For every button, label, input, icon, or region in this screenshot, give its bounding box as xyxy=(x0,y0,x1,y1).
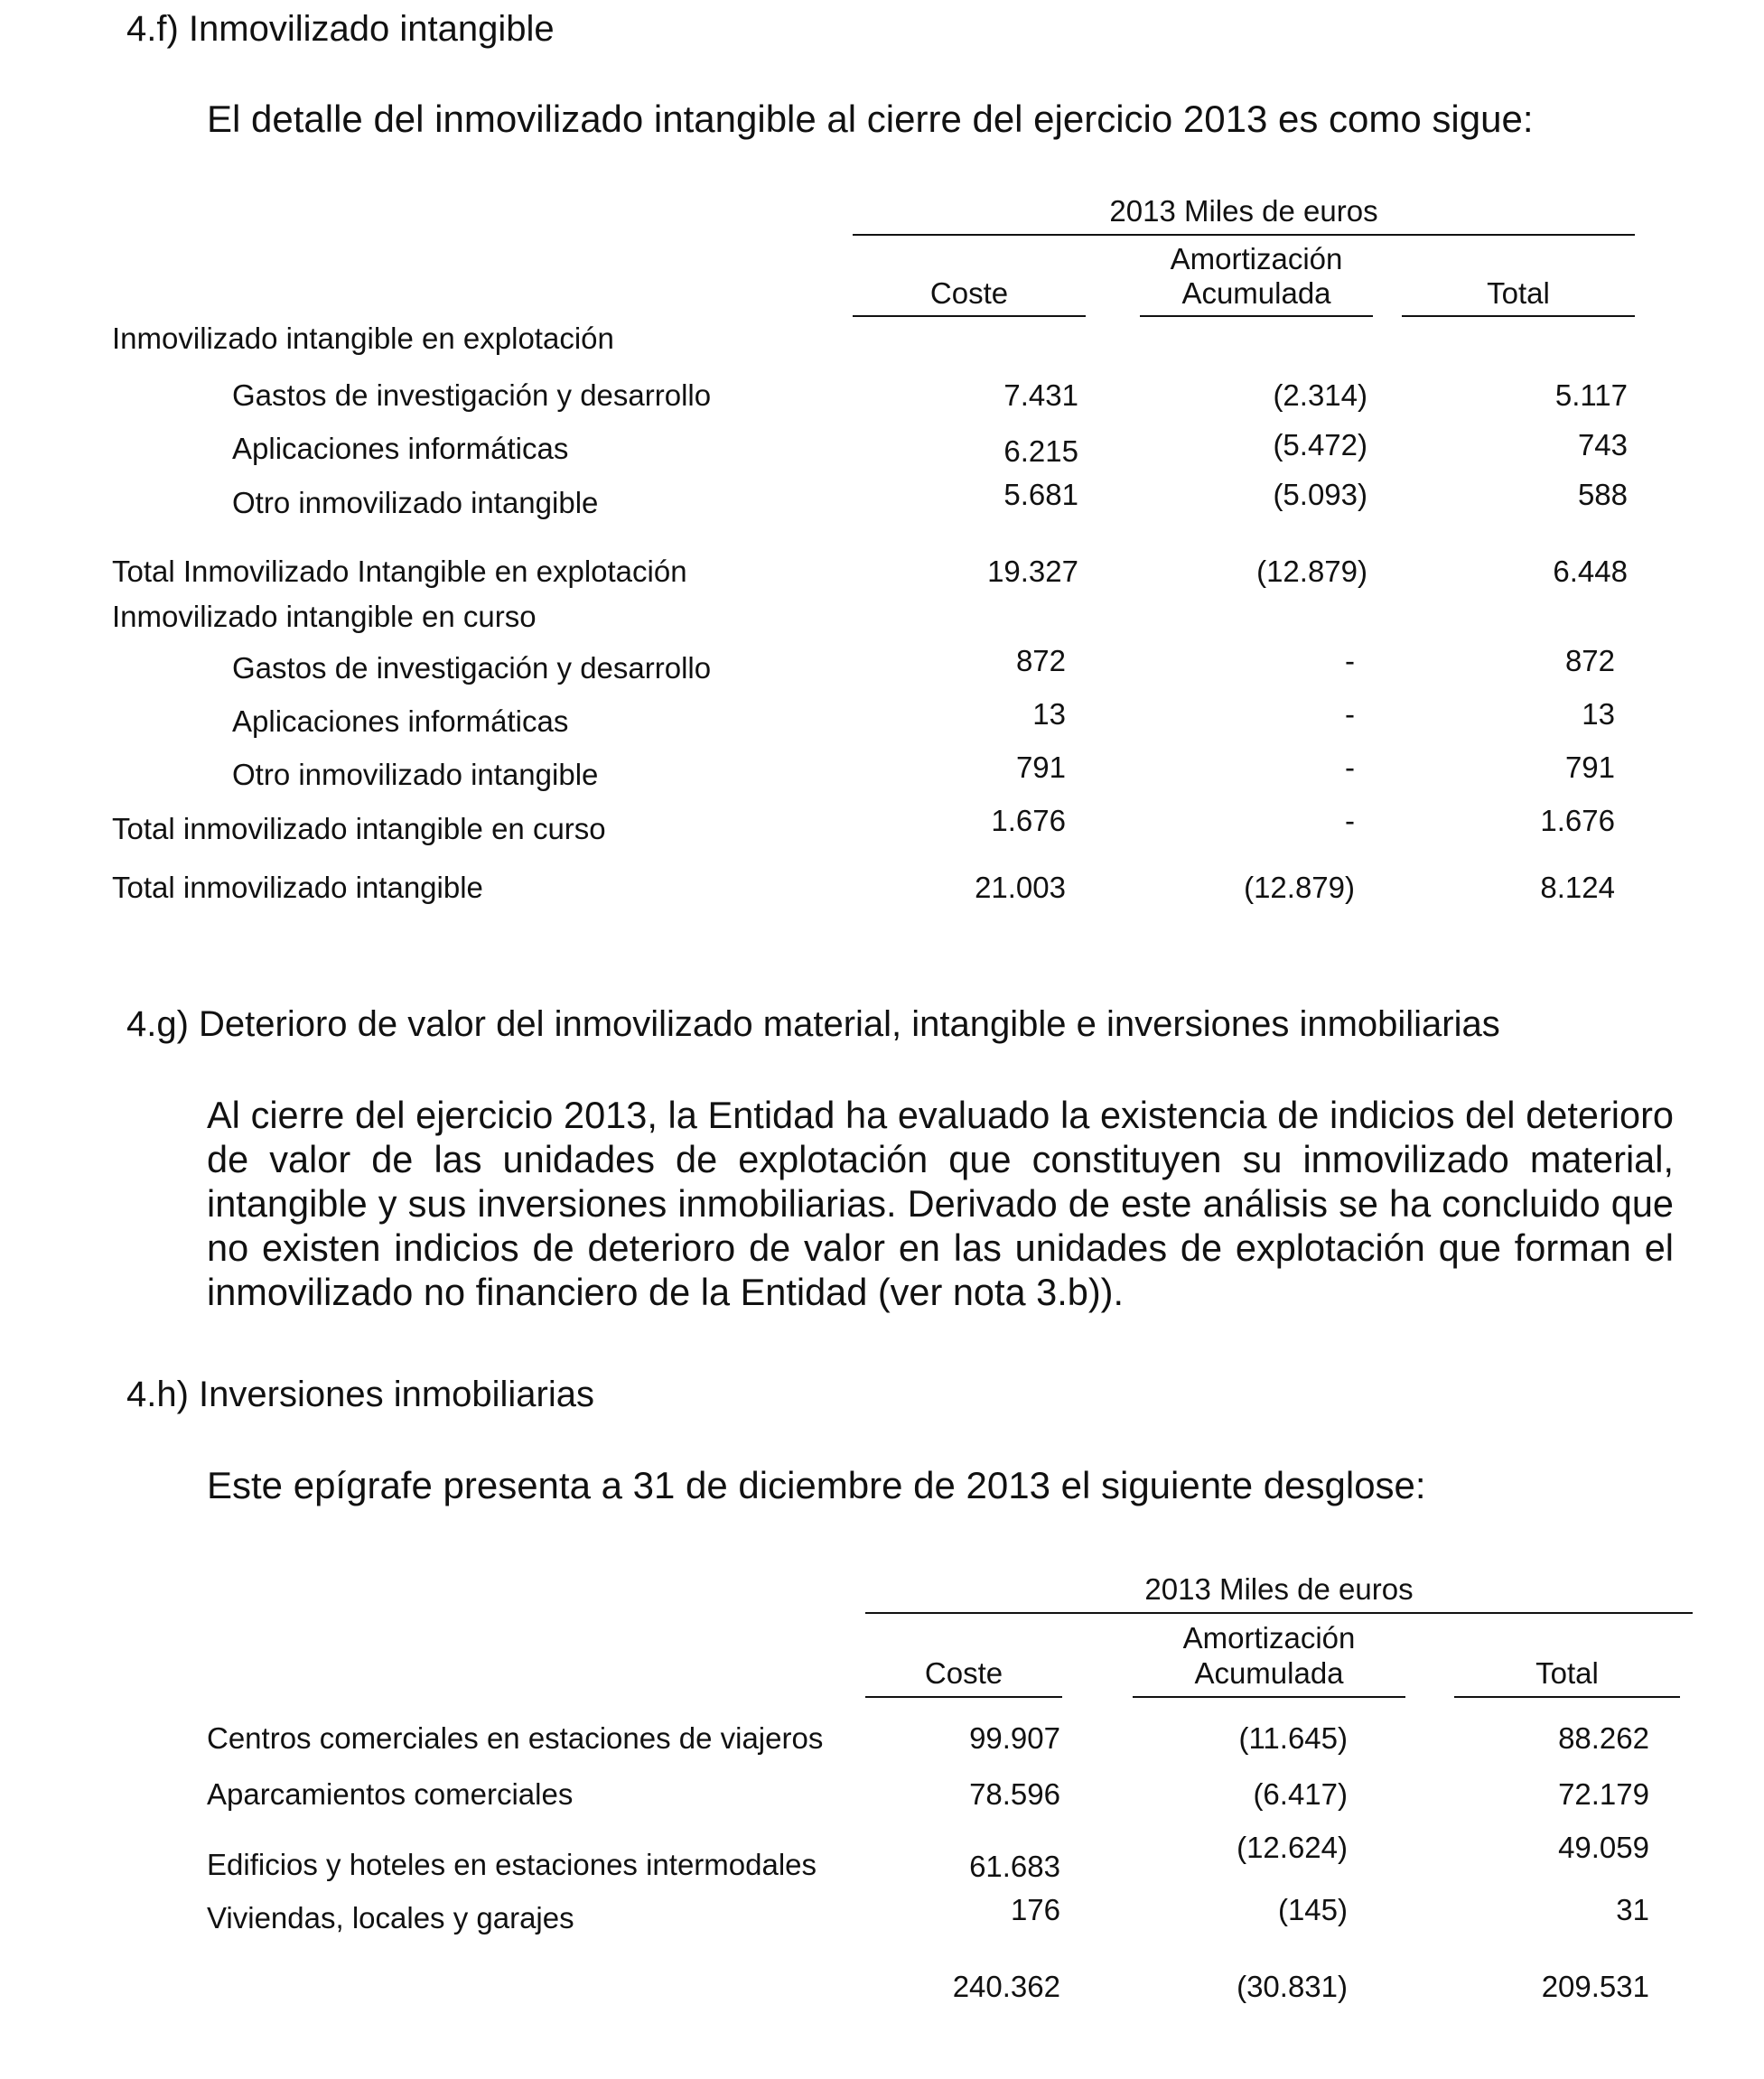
table-group-rule xyxy=(865,1612,1693,1614)
column-header-coste: Coste xyxy=(929,276,1009,310)
table-cell-total: 791 xyxy=(1564,750,1615,784)
column-header-amortizacion: Amortización xyxy=(1170,242,1343,275)
table-cell-total: 872 xyxy=(1564,644,1615,677)
column-header-total: Total xyxy=(1535,1656,1599,1690)
table-cell-amortizacion: - xyxy=(1345,697,1355,731)
table-row-label: Aplicaciones informáticas xyxy=(232,704,569,738)
table-cell-coste: 176 xyxy=(1010,1893,1060,1926)
table-cell-coste: 1.676 xyxy=(991,804,1066,837)
table-cell-total: 743 xyxy=(1577,428,1628,461)
table-row-label: Total Inmovilizado Intangible en explotación xyxy=(112,555,687,588)
table-row-label: Gastos de investigación y desarrollo xyxy=(232,378,712,412)
table-cell-total: 8.124 xyxy=(1540,871,1615,904)
table-row-label: Inmovilizado intangible en explotación xyxy=(112,322,614,355)
table-cell-total: 31 xyxy=(1616,1893,1649,1926)
section-f-intro: El detalle del inmovilizado intangible al cierre del ejercicio 2013 es como sigue: xyxy=(207,98,1534,140)
table-row-label: Aplicaciones informáticas xyxy=(232,432,569,465)
table-row-label: Otro inmovilizado intangible xyxy=(232,486,599,519)
table-cell-total: 88.262 xyxy=(1558,1721,1649,1755)
table-cell-amortizacion: (11.645) xyxy=(1238,1721,1348,1755)
table-cell-total: 49.059 xyxy=(1558,1831,1649,1864)
table-row-label: Aparcamientos comerciales xyxy=(207,1777,574,1811)
table-cell-amortizacion: (12.879) xyxy=(1256,555,1367,588)
table-cell-total: 588 xyxy=(1577,478,1628,511)
table-cell-amortizacion: (5.093) xyxy=(1273,478,1367,511)
table-cell-coste: 13 xyxy=(1032,697,1066,731)
table-cell-amortizacion: - xyxy=(1345,804,1355,837)
table-cell-amortizacion: (5.472) xyxy=(1273,428,1367,461)
table-row-label: Otro inmovilizado intangible xyxy=(232,758,599,791)
section-g-paragraph: Al cierre del ejercicio 2013, la Entidad ha evaluado la existencia de indicios del deterioro de valor de las unidades de explotación que constituyen su inmovilizado material, intangible y sus inversiones inmobiliarias. Derivado de este análisis se ha concluido que no existen indicios de deterioro de valor en las unidades de explotación que forman el inmovilizado no financiero de la Entidad (ver nota 3.b)). xyxy=(207,1094,1674,1313)
table-cell-amortizacion-total: (30.831) xyxy=(1237,1970,1348,2003)
table-cell-coste: 5.681 xyxy=(1003,478,1078,511)
table-cell-coste: 78.596 xyxy=(969,1777,1060,1811)
section-h-heading: 4.h) Inversiones inmobiliarias xyxy=(126,1375,595,1414)
column-rule-total xyxy=(1402,315,1635,317)
table-row-label: Total inmovilizado intangible en curso xyxy=(112,812,606,845)
column-rule-amortizacion xyxy=(1140,315,1373,317)
table-row-label: Viviendas, locales y garajes xyxy=(207,1901,574,1934)
table-cell-coste-total: 240.362 xyxy=(952,1970,1060,2003)
column-rule-amortizacion xyxy=(1133,1696,1405,1698)
table-cell-coste: 99.907 xyxy=(969,1721,1060,1755)
section-f-heading: 4.f) Inmovilizado intangible xyxy=(126,9,555,49)
column-header-amortizacion: Amortización xyxy=(1182,1621,1356,1655)
column-rule-total xyxy=(1454,1696,1680,1698)
table-cell-amortizacion: (145) xyxy=(1277,1893,1348,1926)
table-cell-coste: 6.215 xyxy=(1003,434,1078,468)
table-cell-coste: 21.003 xyxy=(975,871,1066,904)
table-cell-amortizacion: (6.417) xyxy=(1253,1777,1348,1811)
table-row-label: Gastos de investigación y desarrollo xyxy=(232,651,712,685)
table-row-label: Total inmovilizado intangible xyxy=(112,871,483,904)
table-cell-coste: 61.683 xyxy=(969,1850,1060,1883)
table-row-label: Centros comerciales en estaciones de viajeros xyxy=(207,1721,824,1755)
table-cell-coste: 19.327 xyxy=(987,555,1078,588)
section-g-heading: 4.g) Deterioro de valor del inmovilizado material, intangible e inversiones inmobiliarias xyxy=(126,1004,1500,1044)
column-header-acumulada: Acumulada xyxy=(1181,276,1331,310)
table-row-label: Inmovilizado intangible en curso xyxy=(112,600,537,633)
table-group-header: 2013 Miles de euros xyxy=(1144,1572,1414,1606)
table-cell-total: 13 xyxy=(1582,697,1615,731)
table-cell-amortizacion: (12.624) xyxy=(1237,1831,1348,1864)
section-h-intro: Este epígrafe presenta a 31 de diciembre de 2013 el siguiente desglose: xyxy=(207,1464,1426,1506)
column-rule-coste xyxy=(853,315,1086,317)
column-header-total: Total xyxy=(1487,276,1550,310)
table-group-header: 2013 Miles de euros xyxy=(1109,194,1378,228)
table-cell-total: 6.448 xyxy=(1553,555,1628,588)
table-group-rule xyxy=(853,234,1635,236)
table-cell-amortizacion: - xyxy=(1345,750,1355,784)
table-cell-total: 5.117 xyxy=(1554,378,1628,412)
column-rule-coste xyxy=(865,1696,1062,1698)
table-cell-total: 1.676 xyxy=(1540,804,1615,837)
column-header-coste: Coste xyxy=(924,1656,1003,1690)
table-cell-total: 72.179 xyxy=(1558,1777,1649,1811)
table-cell-coste: 791 xyxy=(1015,750,1066,784)
table-cell-coste: 872 xyxy=(1015,644,1066,677)
table-cell-total-total: 209.531 xyxy=(1541,1970,1649,2003)
table-cell-amortizacion: (12.879) xyxy=(1244,871,1355,904)
table-cell-coste: 7.431 xyxy=(1003,378,1078,412)
table-cell-amortizacion: - xyxy=(1345,644,1355,677)
column-header-acumulada: Acumulada xyxy=(1194,1656,1344,1690)
table-cell-amortizacion: (2.314) xyxy=(1273,378,1367,412)
table-row-label: Edificios y hoteles en estaciones intermodales xyxy=(207,1848,817,1881)
